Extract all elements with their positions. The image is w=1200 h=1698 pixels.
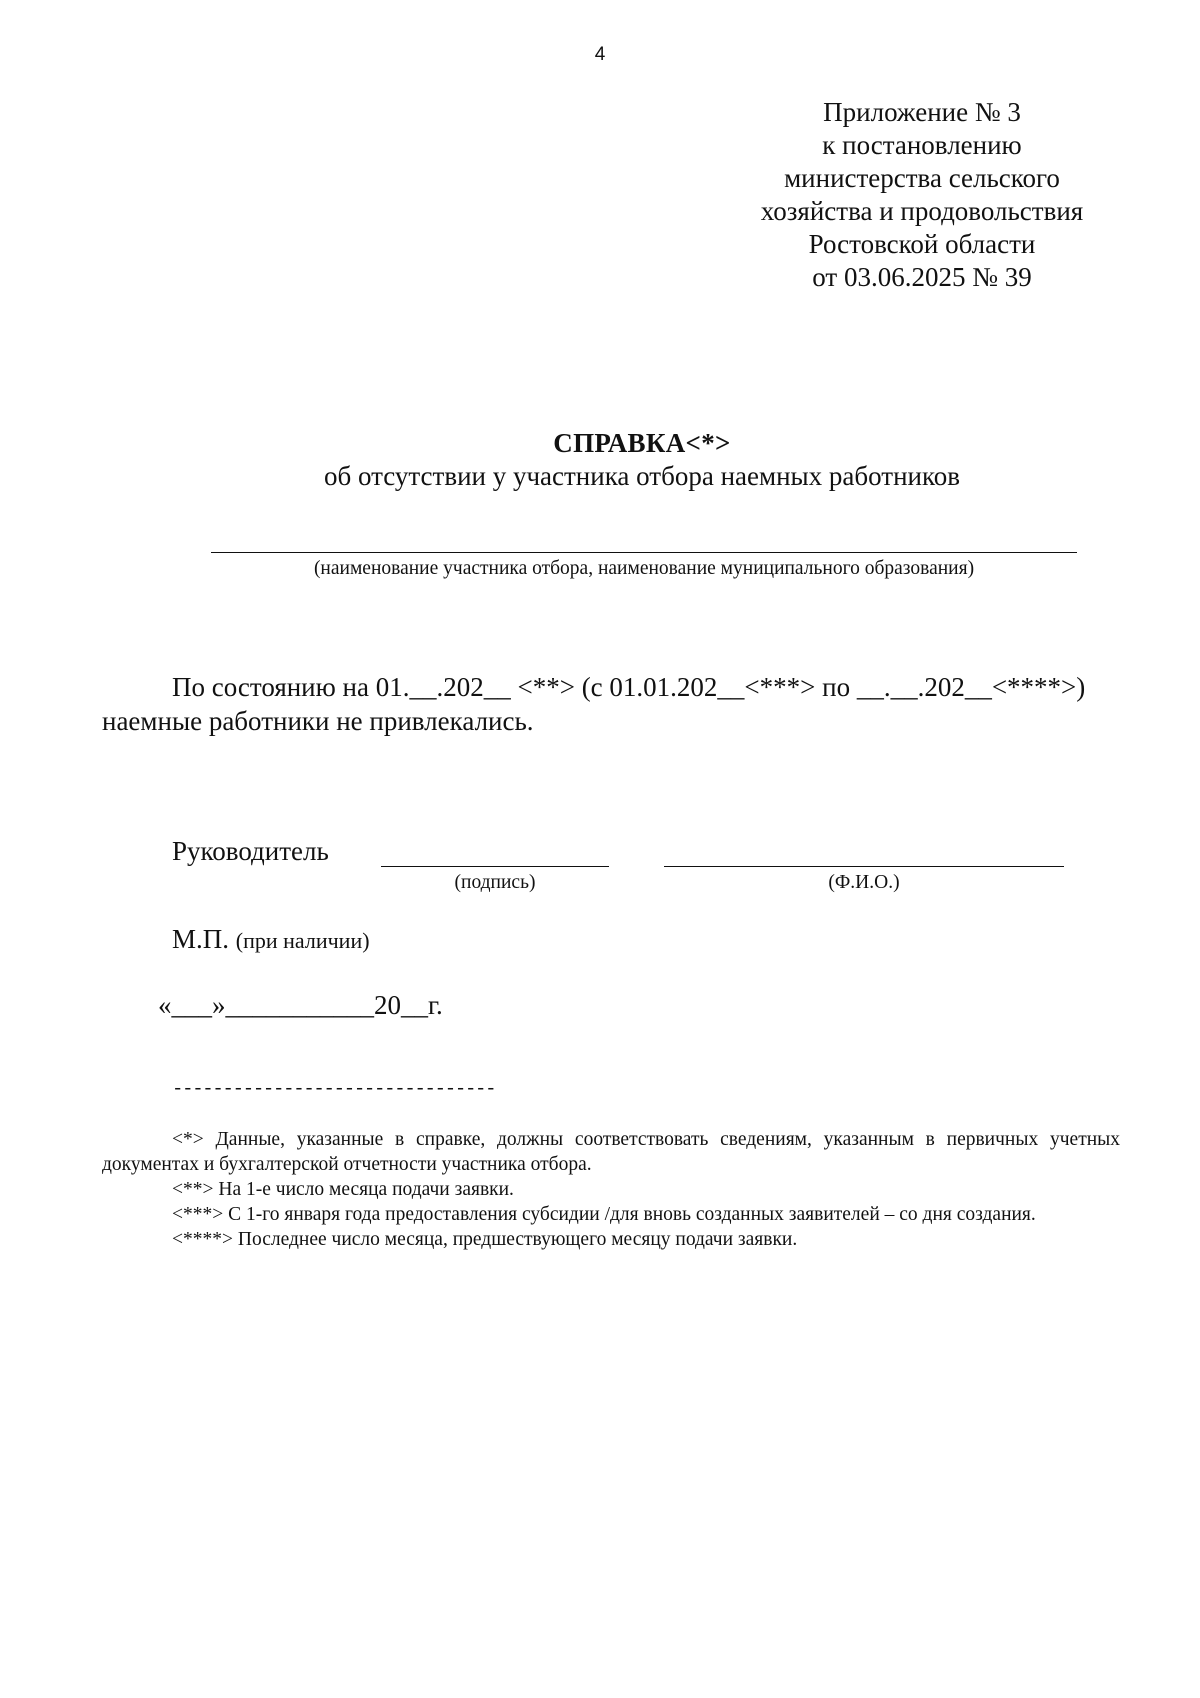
fio-caption: (Ф.И.О.) xyxy=(828,872,900,893)
appendix-line: от 03.06.2025 № 39 xyxy=(812,262,1032,292)
appendix-line: министерства сельского xyxy=(784,163,1060,193)
footnote: <*> Данные, указанные в справке, должны соответствовать сведениям, указанным в первичных учетных документах и бухгалтерской отчетности участника отбора. xyxy=(102,1129,1120,1175)
seal-note: (при наличии) xyxy=(235,928,370,953)
appendix-line: Ростовской области xyxy=(808,229,1036,259)
body-text-line: наемные работники не привлекались. xyxy=(102,706,534,736)
footnote: <**> На 1-е число месяца подачи заявки. xyxy=(172,1179,514,1200)
appendix-line: Приложение № 3 xyxy=(823,97,1021,127)
appendix-block xyxy=(742,96,1102,294)
appendix-line: хозяйства и продовольствия xyxy=(760,196,1084,226)
footnote: <***> С 1-го января года предоставления субсидии /для вновь созданных заявителей – со дня создания. xyxy=(172,1204,1036,1225)
appendix-line: к постановлению xyxy=(822,130,1022,160)
signature-caption: (подпись) xyxy=(454,872,536,893)
seal-placeholder xyxy=(172,924,370,955)
signature-line xyxy=(381,866,609,867)
footnote-separator: -------------------------------- xyxy=(172,1078,496,1100)
page-number: 4 xyxy=(594,44,606,65)
participant-name-caption: (наименование участника отбора, наименование муниципального образования) xyxy=(313,558,975,579)
document-title: СПРАВКА<*> xyxy=(553,428,731,458)
seal-label: М.П. xyxy=(172,924,230,954)
footnotes xyxy=(102,1127,1120,1252)
signatory-role: Руководитель xyxy=(172,836,329,866)
footnote: <****> Последнее число месяца, предшествующего месяцу подачи заявки. xyxy=(172,1229,798,1250)
participant-name-line xyxy=(211,552,1077,553)
date-line: «___»___________20__г. xyxy=(158,990,443,1020)
document-subtitle: об отсутствии у участника отбора наемных работников xyxy=(324,461,960,491)
body-text-line: По состоянию на 01.__.202__ <**> (с 01.01.202__<***> по __.__.202__<****>) xyxy=(172,672,1086,702)
fio-line xyxy=(664,866,1064,867)
